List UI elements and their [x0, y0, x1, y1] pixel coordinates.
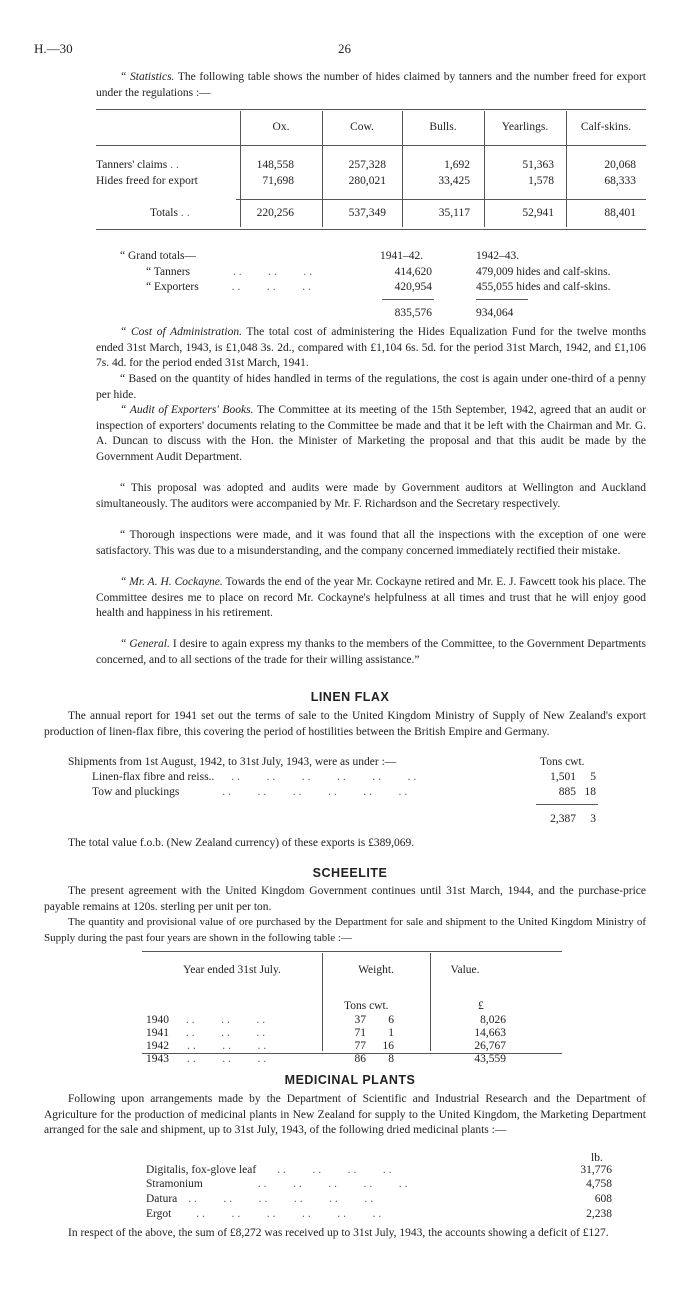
table-cell: 71,698: [262, 175, 294, 187]
table-bottom-rule: [96, 229, 646, 230]
scheelite-cwt: 6: [388, 1014, 394, 1026]
medicinal-unit-header: lb.: [591, 1152, 603, 1164]
paragraph-cost: “ Cost of Administration. The total cost of administering the Hides Equalization Fund for the twelve months ended 31st March, 1943, is £1,048 3s. 2d., compared with £1,104 6s. 5d. for the period 31st March, 1942, and £1,106 7s. 4d. for the period ended 31st March, 1941.: [96, 326, 646, 370]
row-label: Tanners' claims ..: [96, 159, 182, 171]
paragraph-general: “ General. I desire to again express my thanks to the members of the Committee, to the Government Departments concerned, and to all sections of the trade for their willing assistance.”: [96, 638, 646, 666]
page-number: 26: [338, 41, 351, 56]
table-cell: 1,578: [528, 175, 554, 187]
scheelite-top-rule: [142, 951, 562, 952]
table-cell: 148,558: [256, 159, 294, 171]
scheelite-cwt: 8: [388, 1053, 394, 1065]
linen-total-tons: 2,387: [550, 813, 576, 825]
medicinal-value: 31,776: [580, 1164, 612, 1176]
table-cell: 51,363: [522, 159, 554, 171]
scheelite-year: 1941 .. .. ..: [146, 1027, 269, 1039]
paragraph-proposal: “ This proposal was adopted and audits were made by Government auditors at Wellington and Auckland simultaneously. The auditors were accompanied by Mr. F. Richardson and the Secretary respectively.: [96, 482, 646, 510]
heading-linen-flax: LINEN FLAX: [310, 690, 390, 704]
grand-sum: 934,064: [476, 307, 514, 319]
col-header-calfskins: Calf-skins.: [580, 121, 632, 133]
scheelite-para1: The present agreement with the United Kingdom Government continues until 31st March, 1944, and the purchase-price payable remains at 120s. sterling per unit per ton.: [44, 885, 646, 913]
scheelite-year: 1940 .. .. ..: [146, 1014, 269, 1026]
row-label: Hides freed for export: [96, 175, 198, 187]
grand-sum-rule: [382, 299, 434, 300]
paragraph-audit: “ Audit of Exporters' Books. The Committee at its meeting of the 15th September, 1942, agreed that an audit or inspection of exporters' documents relating to the Committee be made and that it be left with the Chairman and Mr. G. A. Duncan to discuss with the Hon. the Minister of Marketing the proposal and that this audit be made by the Government Audit Department.: [96, 404, 646, 463]
medicinal-item-label: Digitalis, fox-glove leaf .. .. .. ..: [146, 1164, 395, 1176]
statistics-intro-text: The following table shows the number of hides claimed by tanners and the number freed for export under the regulations :—: [96, 71, 647, 99]
grand-cell: 414,620: [394, 266, 432, 278]
heading-medicinal-plants: MEDICINAL PLANTS: [284, 1073, 416, 1087]
totals-cell: 88,401: [604, 207, 636, 219]
table-sum-rule: [236, 199, 646, 200]
grand-year2: 1942–43.: [476, 250, 520, 262]
linen-sum-rule: [536, 804, 598, 805]
linen-tons: 885: [558, 786, 576, 798]
col-header-ox: Ox.: [272, 121, 290, 133]
linen-value-line: The total value f.o.b. (New Zealand currency) of these exports is £389,069.: [68, 837, 415, 849]
totals-cell: 537,349: [348, 207, 386, 219]
linen-item-label: Tow and pluckings .. .. .. .. .. ..: [92, 786, 411, 798]
linen-cwt: 18: [584, 786, 596, 798]
scheelite-cwt: 16: [382, 1040, 394, 1052]
linen-tons: 1,501: [550, 771, 576, 783]
scheelite-year: 1942 .. .. ..: [146, 1040, 270, 1052]
scheelite-cwt: 1: [388, 1027, 394, 1039]
table-cell: 280,021: [348, 175, 386, 187]
paragraph-inspections: “ Thorough inspections were made, and it was found that all the inspections with the exception of one were satisfactory. This was due to a misunderstanding, and the company concerned immediately rectified their mistake.: [96, 529, 646, 557]
grand-cell: 455,055 hides and calf-skins.: [476, 281, 611, 293]
heading-scheelite: SCHEELITE: [312, 866, 388, 880]
grand-cell: 420,954: [394, 281, 432, 293]
scheelite-para2: The quantity and provisional value of ore purchased by the Department for sale and shipment to the United Kingdom Ministry of Supply during the past four years are shown in the following table :—: [44, 916, 646, 944]
linen-cwt: 5: [590, 771, 596, 783]
grand-row-label: “ Tanners .. .. ..: [146, 266, 316, 278]
scheelite-tons: 71: [354, 1027, 366, 1039]
table-top-rule: [96, 109, 646, 110]
scheelite-value: 8,026: [480, 1014, 506, 1026]
table-cell: 68,333: [604, 175, 636, 187]
grand-year1: 1941–42.: [380, 250, 424, 262]
grand-totals-label: “ Grand totals—: [120, 250, 197, 262]
scheelite-col-weight: Weight.: [358, 964, 394, 976]
totals-cell: 35,117: [438, 207, 470, 219]
table-cell: 20,068: [604, 159, 636, 171]
totals-cell: 52,941: [522, 207, 554, 219]
linen-unit-header: Tons cwt.: [540, 756, 585, 768]
scheelite-value: 14,663: [474, 1027, 506, 1039]
medicinal-item-label: Ergot .. .. .. .. .. ..: [146, 1208, 385, 1220]
medicinal-intro: Following upon arrangements made by the Department of Scientific and Industrial Research and the Department of Agriculture for the production of medicinal plants in New Zealand for supply to the United Kingdom, the Marketing Department arranged for the sale and shipment, up to 31st July, 1943, of the following dried medicinal plants :—: [44, 1093, 646, 1137]
statistics-lead: “ Statistics.: [120, 71, 175, 83]
paragraph-based: “ Based on the quantity of hides handled in terms of the regulations, the cost is again under one-third of a penny per hide.: [96, 373, 646, 401]
medicinal-value: 4,758: [586, 1178, 612, 1190]
medicinal-item-label: Datura .. .. .. .. .. ..: [146, 1193, 377, 1205]
table-cell: 1,692: [444, 159, 470, 171]
scheelite-tons: 86: [354, 1053, 366, 1065]
scheelite-col-year: Year ended 31st July.: [183, 964, 281, 976]
linen-shipments-line: Shipments from 1st August, 1942, to 31st July, 1943, were as under :—: [68, 756, 397, 768]
paragraph-cockayne: “ Mr. A. H. Cockayne. Towards the end of the year Mr. Cockayne retired and Mr. E. J. Fawcett took his place. The Committee desires me to place on record Mr. Cockayne's helpfulness at all times and trust that he will enjoy good health and happiness in his retirement.: [96, 576, 647, 620]
scheelite-tons: 37: [354, 1014, 366, 1026]
scheelite-year: 1943 .. .. ..: [146, 1053, 270, 1065]
grand-sum-rule: [476, 299, 528, 300]
linen-total-cwt: 3: [590, 813, 596, 825]
medicinal-value: 608: [594, 1193, 612, 1205]
scheelite-unit-weight: Tons cwt.: [344, 1000, 389, 1012]
col-header-bulls: Bulls.: [429, 121, 457, 133]
totals-cell: 220,256: [256, 207, 294, 219]
table-cell: 33,425: [438, 175, 470, 187]
page-reference: H.—30: [34, 41, 73, 56]
statistics-intro: [96, 70, 646, 101]
scheelite-tons: 77: [354, 1040, 366, 1052]
medicinal-closing: In respect of the above, the sum of £8,272 was received up to 31st July, 1943, the accounts showing a deficit of £127.: [68, 1227, 609, 1239]
grand-sum: 835,576: [394, 307, 432, 319]
medicinal-item-label: Stramonium .. .. .. .. ..: [146, 1178, 411, 1190]
scheelite-value: 43,559: [474, 1053, 506, 1065]
linen-intro: The annual report for 1941 set out the terms of sale to the United Kingdom Ministry of Supply of New Zealand's export production of linen-flax fibre, this covering the period of hostilities between the British Empire and Germany.: [44, 710, 646, 738]
scheelite-unit-value: £: [478, 1000, 484, 1012]
grand-row-label: “ Exporters .. .. ..: [146, 281, 314, 293]
table-header-rule: [96, 145, 646, 146]
linen-item-label: Linen-flax fibre and reiss.. .. .. .. .. .. ..: [92, 771, 420, 783]
scheelite-value: 26,767: [474, 1040, 506, 1052]
grand-cell: 479,009 hides and calf-skins.: [476, 266, 611, 278]
totals-label: Totals ..: [150, 207, 193, 219]
col-header-cow: Cow.: [350, 121, 374, 133]
col-header-yearlings: Yearlings.: [501, 121, 549, 133]
medicinal-value: 2,238: [586, 1208, 612, 1220]
table-cell: 257,328: [348, 159, 386, 171]
scheelite-col-value: Value.: [450, 964, 480, 976]
